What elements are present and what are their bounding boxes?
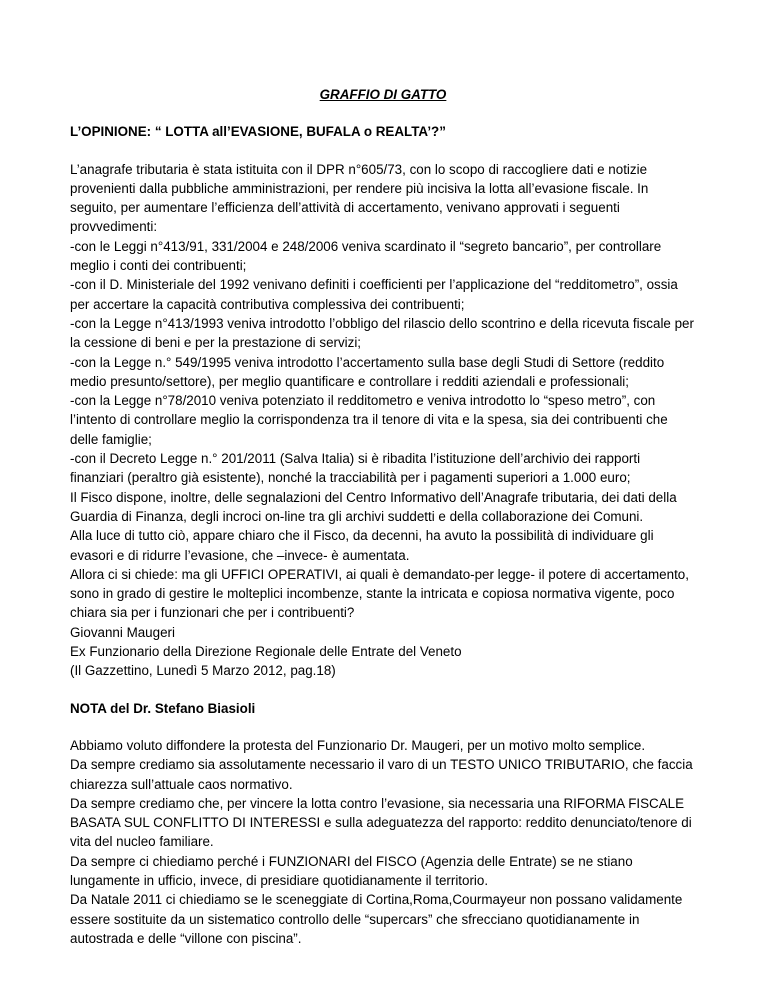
opinion-paragraph: -con la Legge n°413/1993 veniva introdotto l’obbligo del rilascio dello scontrino e della ricevuta fiscale per la cessione di beni e per la prestazione di servizi;	[70, 315, 694, 351]
nota-body	[70, 736, 696, 948]
source-citation: (Il Gazzettino, Lunedì 5 Marzo 2012, pag.18)	[70, 663, 336, 679]
nota-paragraph: Da sempre crediamo sia assolutamente necessario il varo di un TESTO UNICO TRIBUTARIO, che faccia chiarezza sull’attuale caos normativo.	[70, 757, 693, 792]
nota-paragraph: Da sempre crediamo che, per vincere la lotta contro l’evasione, sia necessaria una RIFORMA FISCALE BASATA SUL CONFLITTO DI INTERESSI e sulla adeguatezza del rapporto: reddito denunciato/tenore di vita del nucleo familiare.	[70, 795, 692, 850]
document-title: GRAFFIO DI GATTO	[319, 87, 447, 102]
author-role: Ex Funzionario della Direzione Regionale delle Entrate del Veneto	[70, 644, 462, 660]
opinion-paragraph: -con la Legge n°78/2010 veniva potenziato il redditometro e veniva introdotto lo “speso metro”, con l’intento di controllare meglio la corrispondenza tra il tenore di vita e la spesa, sia dei contribuenti che delle famiglie;	[70, 393, 668, 447]
opinion-paragraph: -con le Leggi n°413/91, 331/2004 e 248/2006 veniva scardinato il “segreto bancario”, per controllare meglio i conti dei contribuenti;	[70, 238, 662, 274]
opinion-body	[70, 160, 696, 681]
opinion-paragraph: -con il D. Ministeriale del 1992 venivano definiti i coefficienti per l’applicazione del “redditometro”, ossia per accertare la capacità contributiva complessiva dei contribuenti;	[70, 277, 678, 312]
nota-heading: NOTA del Dr. Stefano Biasioli	[70, 700, 256, 716]
opinion-paragraph: Il Fisco dispone, inoltre, delle segnalazioni del Centro Informativo dell’Anagrafe tributaria, dei dati della Guardia di Finanza, degli incroci on-line tra gli archivi suddetti e della collaborazione dei Comuni.	[70, 489, 677, 524]
nota-paragraph: Da sempre ci chiediamo perché i FUNZIONARI del FISCO (Agenzia delle Entrate) se ne stiano lungamente in ufficio, invece, di presidiare quotidianamente il territorio.	[70, 853, 633, 888]
opinion-heading: L’OPINIONE: “ LOTTA all’EVASIONE, BUFALA o REALTA’?”	[70, 124, 446, 140]
opinion-paragraph: Alla luce di tutto ciò, appare chiaro che il Fisco, da decenni, ha avuto la possibilità di individuare gli evasori e di ridurre l’evasione, che –invece- è aumentata.	[70, 528, 654, 563]
opinion-paragraph: L’anagrafe tributaria è stata istituita con il DPR n°605/73, con lo scopo di raccogliere dati e notizie provenienti dalla pubbliche amministrazioni, per rendere più incisiva la lotta all’evasione fiscale. In seguito, per aumentare l’efficienza dell’attività di accertamento, venivano approvati i seguenti provvedimenti:	[70, 161, 649, 235]
opinion-paragraph: -con il Decreto Legge n.° 201/2011 (Salva Italia) si è ribadita l’istituzione dell’archivio dei rapporti finanziari (peraltro già esistente), nonché la tracciabilità per i pagamenti superiori a 1.000 euro;	[70, 451, 641, 486]
nota-paragraph: Da Natale 2011 ci chiediamo se le sceneggiate di Cortina,Roma,Courmayeur non possano validamente essere sostituite da un sistematico controllo delle “supercars” che sfrecciano quotidianamente in autostrada e delle “villone con piscina”.	[70, 892, 683, 946]
nota-paragraph: Abbiamo voluto diffondere la protesta del Funzionario Dr. Maugeri, per un motivo molto semplice.	[70, 737, 646, 753]
opinion-paragraph: Allora ci si chiede: ma gli UFFICI OPERATIVI, ai quali è demandato-per legge- il potere di accertamento, sono in grado di gestire le molteplici incombenze, stante la intricata e copiosa normativa vigente, poco chiara sia per i funzionari che per i contribuenti?	[70, 566, 689, 621]
author-name: Giovanni Maugeri	[70, 624, 175, 640]
opinion-paragraph: -con la Legge n.° 549/1995 veniva introdotto l’accertamento sulla base degli Studi di Settore (reddito medio presunto/settore), per meglio quantificare e controllare i redditi aziendali e professionali;	[70, 354, 665, 389]
